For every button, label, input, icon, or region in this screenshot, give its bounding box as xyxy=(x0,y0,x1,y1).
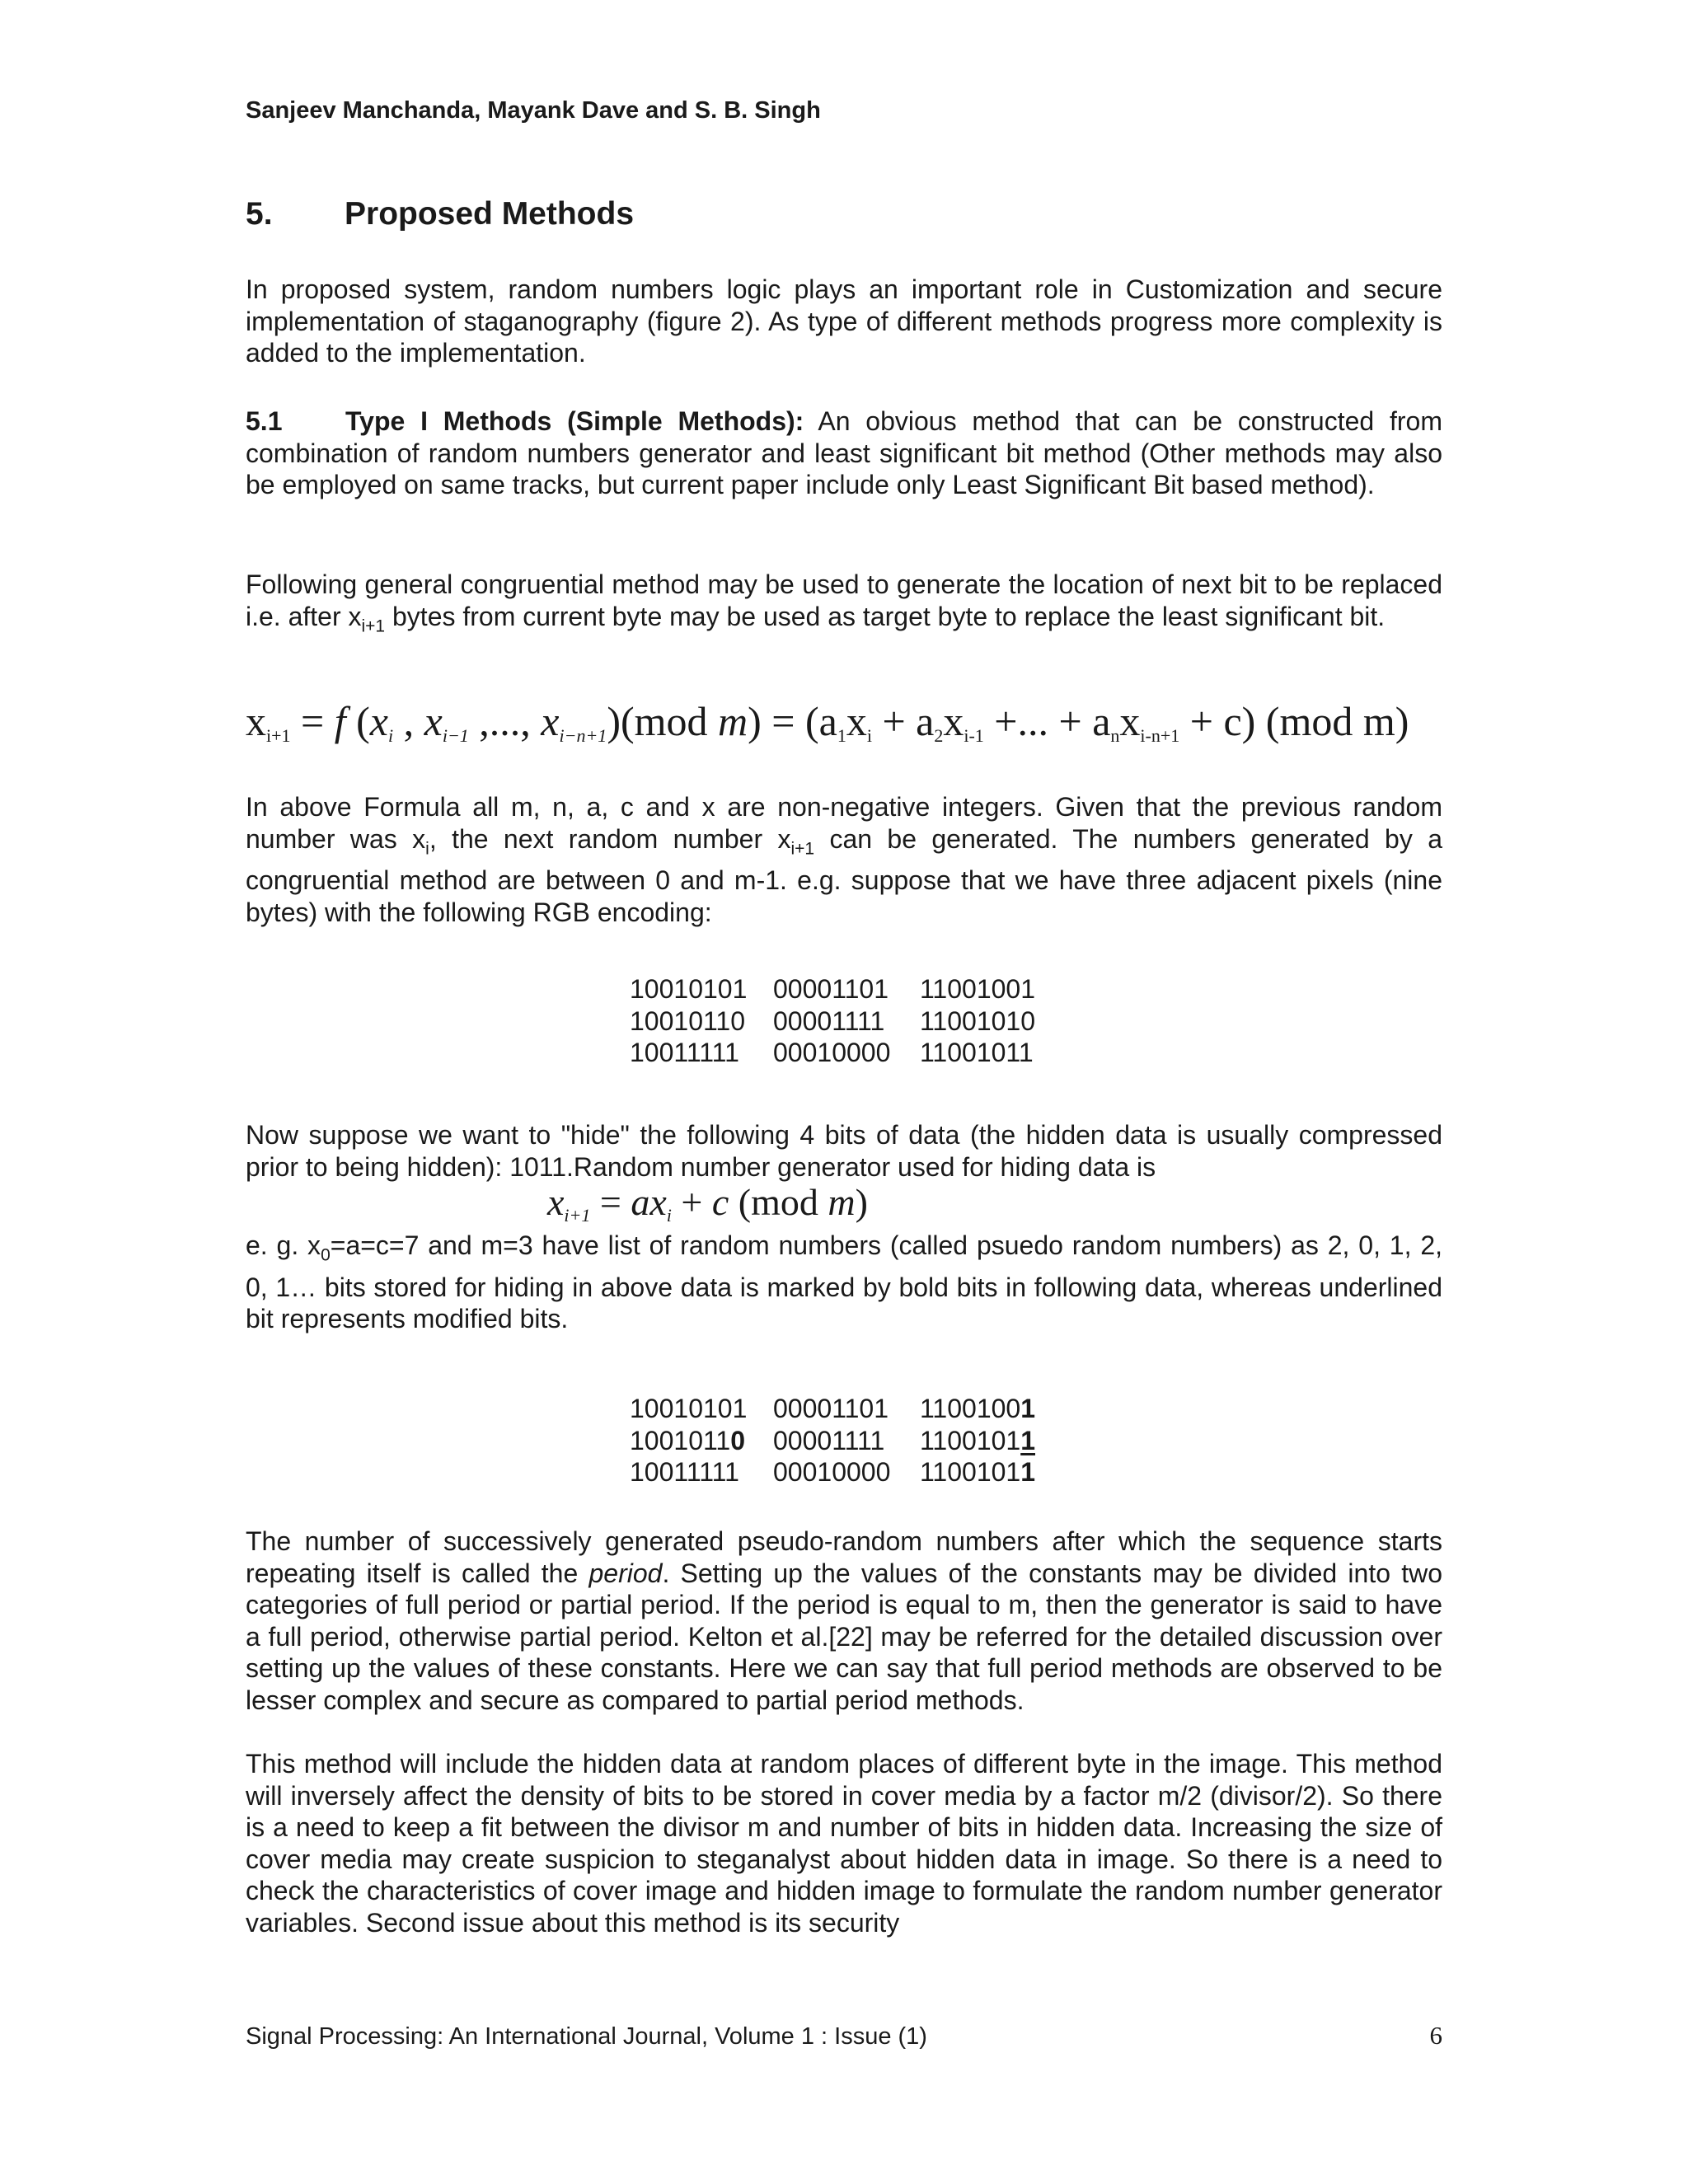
geq-plus: + xyxy=(671,1181,712,1223)
method-paragraph: This method will include the hidden data at random places of different byte in the image. This method will inversely affect the density of bits to be stored in cover media by a factor m/2 (divisor/2). So there is a need to keep a fit between the divisor m and number of bits in hidden data. Increasing the size of cover media may create suspicion to steganalyst about hidden data in image. So there is a need to check the characteristics of cover image and hidden image to formulate the random number generator variables. Second issue about this method is its security xyxy=(246,1749,1442,1938)
table-cell xyxy=(920,1393,1068,1425)
cell-plain: 10010101 xyxy=(630,1394,748,1423)
table-cell xyxy=(773,1456,920,1488)
main-equation xyxy=(246,697,1409,747)
example-text-a: e. g. x xyxy=(246,1230,321,1260)
table-cell xyxy=(773,1425,920,1457)
geq-m: m xyxy=(828,1181,856,1223)
eq-arg1: x xyxy=(369,698,388,744)
rgb-encoding-table xyxy=(630,973,1068,1069)
cell-plain: 1100100 xyxy=(920,1394,1021,1423)
congruential-paragraph xyxy=(246,569,1442,642)
paper-page xyxy=(246,0,1442,2184)
period-text-b: . Setting up the values of the constants may be divided into two categories of full period or partial period. If the period is equal to m, then the generator is said to have a full period, otherwise partial period. Kelton et al.[22] may be referred for the detailed discussion over setting up the values of these constants. Here we can say that full period methods are observed to be lesser complex and secure as compared to partial period methods. xyxy=(246,1558,1443,1715)
cell-modified-bit: 1 xyxy=(1020,1425,1035,1455)
table-row xyxy=(630,1005,1068,1038)
formula-paragraph xyxy=(246,791,1442,928)
period-paragraph xyxy=(246,1526,1442,1716)
subsection-title: Type I Methods (Simple Methods): xyxy=(345,406,804,436)
cell-plain: 1100101 xyxy=(920,1425,1021,1455)
eq-arg2: x xyxy=(424,698,443,744)
subsection-number: 5.1 xyxy=(246,406,283,436)
cell-plain: 1100101 xyxy=(920,1457,1021,1487)
table-row xyxy=(630,1393,1068,1425)
eq-arg3-sub: i−n+1 xyxy=(559,725,607,746)
table-cell: 00001101 xyxy=(773,974,889,1004)
table-cell: 11001001 xyxy=(920,974,1035,1004)
geq-lhs: x xyxy=(547,1181,565,1223)
formula-text-c: can be generated. The numbers generated by a congruential method are between 0 and m-1. e.g. suppose that we have three adjacent pixels (nine bytes) with the following RGB encoding: xyxy=(246,823,1443,927)
formula-text-b: , the next random number x xyxy=(429,823,791,854)
eq-an-sub: n xyxy=(1110,725,1120,746)
table-row xyxy=(630,1037,1068,1069)
cell-bold-bit: 0 xyxy=(730,1425,745,1455)
subsection-paragraph xyxy=(246,405,1442,501)
geq-ax: ax xyxy=(631,1181,667,1223)
footer-page-number: 6 xyxy=(1429,2021,1442,2050)
period-text-a: The number of successively generated pseudo-random numbers after which the sequence starts repeating itself is called the xyxy=(246,1526,1442,1588)
geq-equals: = xyxy=(590,1181,631,1223)
eq-mod1: )(mod xyxy=(607,698,719,744)
geq-mod: (mod xyxy=(729,1181,828,1223)
eq-m1: m xyxy=(718,698,748,744)
formula-text-a: In above Formula all m, n, a, c and x are non-negative integers. Given that the previous random number was x xyxy=(246,792,1442,854)
eq-sep2: ,..., xyxy=(468,698,542,744)
example-paragraph xyxy=(246,1230,1442,1335)
congruential-text-b: bytes from current byte may be used as target byte to replace the least significant bit. xyxy=(385,601,1386,631)
section-heading xyxy=(246,196,634,232)
eq-plus1: + a xyxy=(871,698,935,744)
eq-x1-sub: i xyxy=(866,725,872,746)
section-title: Proposed Methods xyxy=(345,196,635,232)
table-cell: 11001010 xyxy=(920,1005,1035,1036)
eq-x2-sub: i-1 xyxy=(964,725,984,746)
eq-x1: x xyxy=(846,698,867,744)
eq-arg1-sub: i xyxy=(388,725,394,746)
table-cell: 00001111 xyxy=(773,1005,885,1036)
eq-lhs: x xyxy=(246,698,266,744)
hide-paragraph: Now suppose we want to "hide" the following 4 bits of data (the hidden data is usually compressed prior to being hidden): 1011.Random number generator used for hiding data is xyxy=(246,1120,1442,1182)
eq-a1-sub: 1 xyxy=(837,725,846,746)
eq-f: f xyxy=(334,698,346,744)
table-cell xyxy=(630,1425,773,1457)
geq-lhs-sub: i+1 xyxy=(564,1205,591,1226)
eq-x2: x xyxy=(943,698,964,744)
table-cell: 10011111 xyxy=(630,1038,739,1067)
modified-bits-table xyxy=(630,1393,1068,1488)
table-cell xyxy=(630,1393,773,1425)
eq-equals: = xyxy=(290,698,335,744)
table-row xyxy=(630,1456,1068,1488)
table-cell xyxy=(920,1456,1068,1488)
eq-close1: ) = (a xyxy=(748,698,837,744)
eq-arg3: x xyxy=(541,698,560,744)
congruential-subscript: i+1 xyxy=(361,616,386,635)
formula-subscript-1: i xyxy=(425,838,429,858)
table-row xyxy=(630,973,1068,1005)
eq-xn-sub: i-n+1 xyxy=(1140,725,1180,746)
table-cell: 10010110 xyxy=(630,1005,745,1036)
table-cell: 11001011 xyxy=(920,1038,1034,1067)
geq-c: c xyxy=(711,1181,729,1223)
eq-dots: +... + a xyxy=(983,698,1111,744)
eq-a2-sub: 2 xyxy=(934,725,944,746)
subsection-text: An obvious method that can be constructed from combination of random numbers generator and least significant bit method (Other methods may also be employed on same tracks, but current paper include only Least Significant Bit based method). xyxy=(246,406,1442,499)
example-text-b: =a=c=7 and m=3 have list of random numbers (called psuedo random numbers) as 2, 0, 1, 2, 0, 1… bits stored for hiding in above data is marked by bold bits in following data, whereas underlined bit represents modified bits. xyxy=(246,1230,1443,1334)
eq-tail: + c) (mod m) xyxy=(1179,698,1409,744)
cell-plain: 00001111 xyxy=(773,1425,885,1455)
period-emphasis: period xyxy=(588,1558,663,1588)
cell-bold-bit: 1 xyxy=(1020,1394,1035,1423)
generator-equation xyxy=(547,1180,868,1226)
geq-close: ) xyxy=(855,1181,868,1223)
eq-sep1: , xyxy=(393,698,424,744)
table-row xyxy=(630,1425,1068,1457)
table-cell xyxy=(773,1393,920,1425)
example-subscript: 0 xyxy=(321,1245,331,1265)
eq-xn: x xyxy=(1119,698,1141,744)
congruential-text-a: Following general congruential method may be used to generate the location of next bit to be replaced i.e. after x xyxy=(246,569,1442,631)
cell-plain: 00010000 xyxy=(773,1457,891,1487)
table-cell: 10010101 xyxy=(630,974,748,1004)
table-cell: 00010000 xyxy=(773,1038,891,1067)
cell-plain: 1001011 xyxy=(630,1425,731,1455)
eq-lhs-sub: i+1 xyxy=(266,725,291,746)
eq-arg2-sub: i−1 xyxy=(442,725,469,746)
footer-journal: Signal Processing: An International Journal, Volume 1 : Issue (1) xyxy=(246,2023,927,2050)
eq-open: ( xyxy=(345,698,370,744)
cell-plain: 00001101 xyxy=(773,1394,889,1423)
section-number: 5. xyxy=(246,196,273,232)
formula-subscript-2: i+1 xyxy=(790,838,815,858)
table-cell xyxy=(630,1456,773,1488)
cell-plain: 10011111 xyxy=(630,1457,739,1487)
table-cell xyxy=(920,1425,1068,1457)
intro-paragraph: In proposed system, random numbers logic plays an important role in Customization and secure implementation of staganography (figure 2). As type of different methods progress more complexity is added to the implementation. xyxy=(246,274,1442,368)
running-header-authors: Sanjeev Manchanda, Mayank Dave and S. B. Singh xyxy=(246,97,821,124)
cell-bold-bit: 1 xyxy=(1020,1457,1035,1487)
geq-ax-sub: i xyxy=(666,1205,672,1226)
